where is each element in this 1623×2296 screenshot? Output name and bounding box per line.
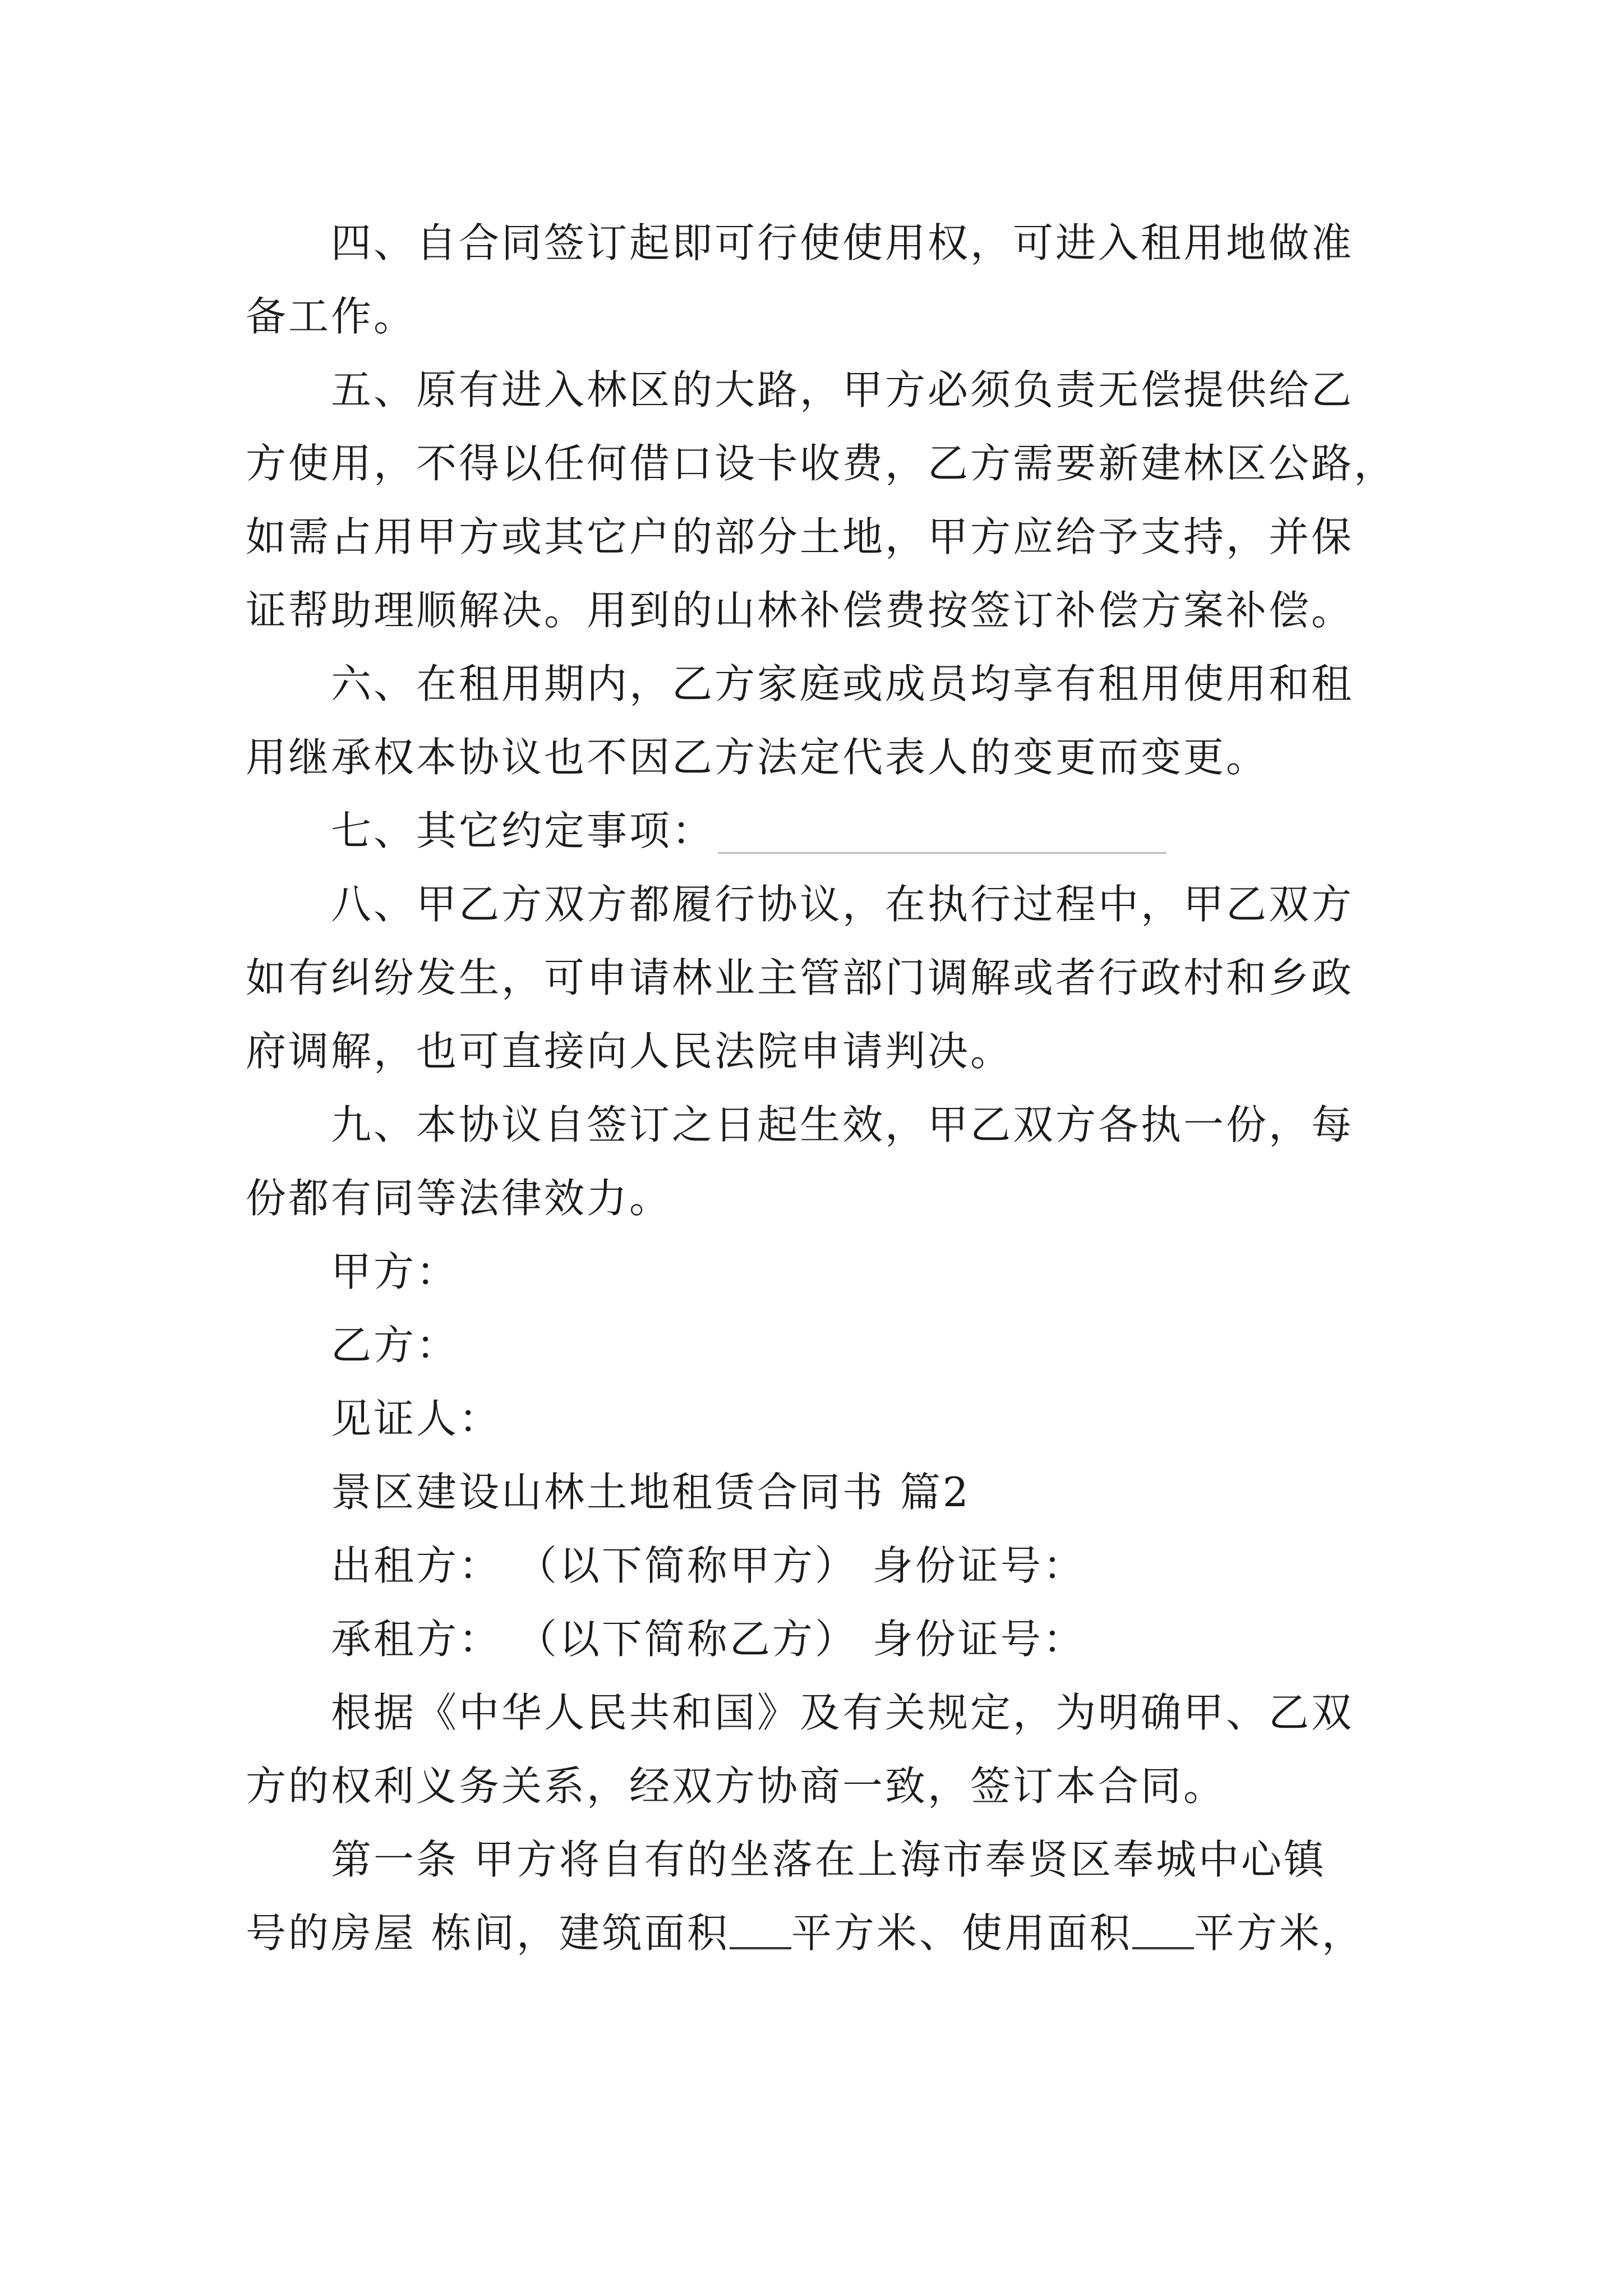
- paragraph-line: 如有纠纷发生，可申请林业主管部门调解或者行政村和乡政: [246, 954, 1354, 1001]
- fill-in-blank: [730, 1915, 791, 1949]
- paragraph-line: 如需占用甲方或其它户的部分土地，甲方应给予支持，并保: [246, 513, 1354, 560]
- paragraph-line: 证帮助理顺解决。用到的山林补偿费按签订补偿方案补偿。: [246, 587, 1354, 634]
- paragraph-line: 根据《中华人民共和国》及有关规定，为明确甲、乙双: [331, 1689, 1354, 1736]
- item-7-line: [246, 794, 1384, 868]
- witness-label: 见证人：: [331, 1395, 502, 1442]
- lessee-line: 承租方： （以下简称乙方） 身份证号：: [331, 1616, 1086, 1663]
- paragraph-line: 九、本协议自签订之日起生效，甲乙双方各执一份，每: [331, 1101, 1354, 1148]
- paragraph-line: 六、在租用期内，乙方家庭或成员均享有租用使用和租: [331, 660, 1354, 707]
- paragraph-line: 备工作。: [246, 293, 417, 340]
- item-7-label: 七、其它约定事项：: [331, 807, 715, 854]
- lessor-line: 出租方： （以下简称甲方） 身份证号：: [331, 1542, 1086, 1589]
- party-b-label: 乙方：: [331, 1322, 459, 1369]
- fill-in-blank: [1132, 1915, 1194, 1949]
- paragraph-line: 方使用，不得以任何借口设卡收费，乙方需要新建林区公路，: [246, 440, 1397, 487]
- paragraph-line: 方的权利义务关系，经双方协商一致，签订本合同。: [246, 1763, 1227, 1810]
- article-1-line: 第一条 甲方将自有的坐落在上海市奉贤区奉城中心镇: [331, 1836, 1326, 1883]
- section-title: 景区建设山林土地租赁合同书 篇2: [331, 1469, 971, 1516]
- document-body: [246, 206, 1397, 1970]
- area-text-part1: 号的房屋 栋间，建筑面积: [246, 1910, 730, 1957]
- paragraph-line: 五、原有进入林区的大路，甲方必须负责无偿提供给乙: [331, 366, 1354, 413]
- area-text-part2: 平方米、使用面积: [791, 1910, 1132, 1957]
- fill-in-blank: [718, 851, 1166, 854]
- area-text-part3: 平方米，: [1193, 1910, 1364, 1957]
- article-1-area-line: [246, 1897, 1384, 1970]
- paragraph-line: 份都有同等法律效力。: [246, 1175, 672, 1222]
- paragraph-line: 八、甲乙方双方都履行协议，在执行过程中，甲乙双方: [331, 881, 1354, 928]
- paragraph-line: 四、自合同签订起即可行使使用权，可进入租用地做准: [331, 219, 1354, 266]
- paragraph-line: 用继承权本协议也不因乙方法定代表人的变更而变更。: [246, 734, 1269, 781]
- party-a-label: 甲方：: [331, 1248, 459, 1295]
- paragraph-line: 府调解，也可直接向人民法院申请判决。: [246, 1028, 1013, 1075]
